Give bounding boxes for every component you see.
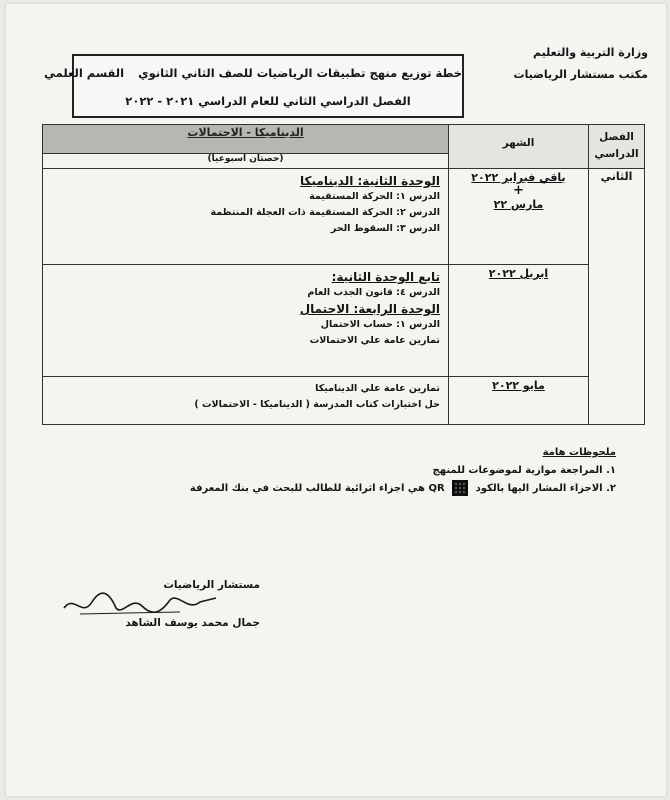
curriculum-table	[42, 124, 645, 425]
ministry-header	[514, 42, 648, 86]
handwritten-signature	[60, 588, 220, 620]
title-box	[44, 54, 464, 118]
term-line: الفصل الدراسي الثاني للعام الدراسي ٢٠٢١ - ٢٠٢٢	[125, 94, 411, 108]
ministry-name: وزارة التربية والتعليم	[533, 46, 648, 59]
table-header-row	[43, 125, 645, 154]
semester-cell: الثاني	[589, 169, 645, 425]
lesson-line: الدرس ٤: قانون الجذب العام	[307, 287, 440, 298]
topic-title: الديناميكا - الاحتمالات	[187, 126, 304, 139]
header-month: الشهر	[449, 125, 589, 169]
month-text: مارس ٢٢	[493, 198, 544, 211]
notes-title: ملحوظات هامة	[542, 447, 616, 458]
plan-title: خطة توزيع منهج تطبيقات الرياضيات للصف الثاني الثانوي	[138, 66, 462, 80]
document-page	[6, 4, 666, 796]
unit-title: الوحدة الثانية: الديناميكا	[300, 174, 440, 188]
table-row	[43, 377, 645, 425]
signer-name: جمال محمد يوسف الشاهد	[125, 617, 260, 629]
month-cell	[449, 377, 589, 425]
lesson-line: الدرس ٢: الحركة المستقيمة ذات العجلة المنتظمة	[210, 207, 440, 218]
plus-sign: +	[513, 183, 524, 198]
topic-cell	[43, 265, 449, 377]
header-topic	[43, 125, 449, 154]
lesson-line: الدرس ١: حساب الاحتمال	[320, 319, 440, 330]
lesson-line: الدرس ١: الحركة المستقيمة	[309, 191, 440, 202]
month-text: ابريل ٢٠٢٢	[488, 267, 549, 280]
duration-note: (حصتان اسبوعيا)	[43, 154, 449, 169]
lesson-line: تمارين عامة علي الاحتمالات	[309, 335, 440, 346]
qr-code-icon	[452, 480, 468, 496]
unit-title: تابع الوحدة الثانية:	[331, 270, 440, 284]
notes-section	[116, 444, 616, 498]
section-label: القسم العلمي	[44, 66, 125, 80]
signer-role: مستشار الرياضيات	[163, 579, 260, 591]
topic-cell	[43, 377, 449, 425]
office-name: مكتب مستشار الرياضيات	[513, 68, 648, 81]
header-semester: الفصل الدراسي	[589, 125, 645, 169]
note-text: QR هي اجزاء اثرائية للطالب للبحث في بنك المعرفة	[189, 483, 445, 494]
table-row	[43, 265, 645, 377]
topic-cell	[43, 169, 449, 265]
lesson-line: تمارين عامة علي الديناميكا	[315, 383, 440, 394]
unit-title: الوحدة الرابعة: الاحتمال	[299, 302, 440, 316]
note-item	[116, 480, 616, 498]
month-text: باقي فبراير ٢٠٢٢	[471, 171, 566, 184]
note-text: ٢. الاجزاء المشار اليها بالكود	[475, 483, 616, 494]
lesson-line: الدرس ٣: السقوط الحر	[330, 223, 440, 234]
month-cell	[449, 265, 589, 377]
table-row	[43, 169, 645, 265]
document-title	[44, 66, 462, 80]
lesson-line: حل اختبارات كتاب المدرسة ( الديناميكا - الاحتمالات )	[194, 399, 440, 410]
month-cell	[449, 169, 589, 265]
month-text: مايو ٢٠٢٢	[492, 379, 545, 392]
note-item: ١. المراجعة موازية لموضوعات للمنهج	[432, 465, 616, 476]
